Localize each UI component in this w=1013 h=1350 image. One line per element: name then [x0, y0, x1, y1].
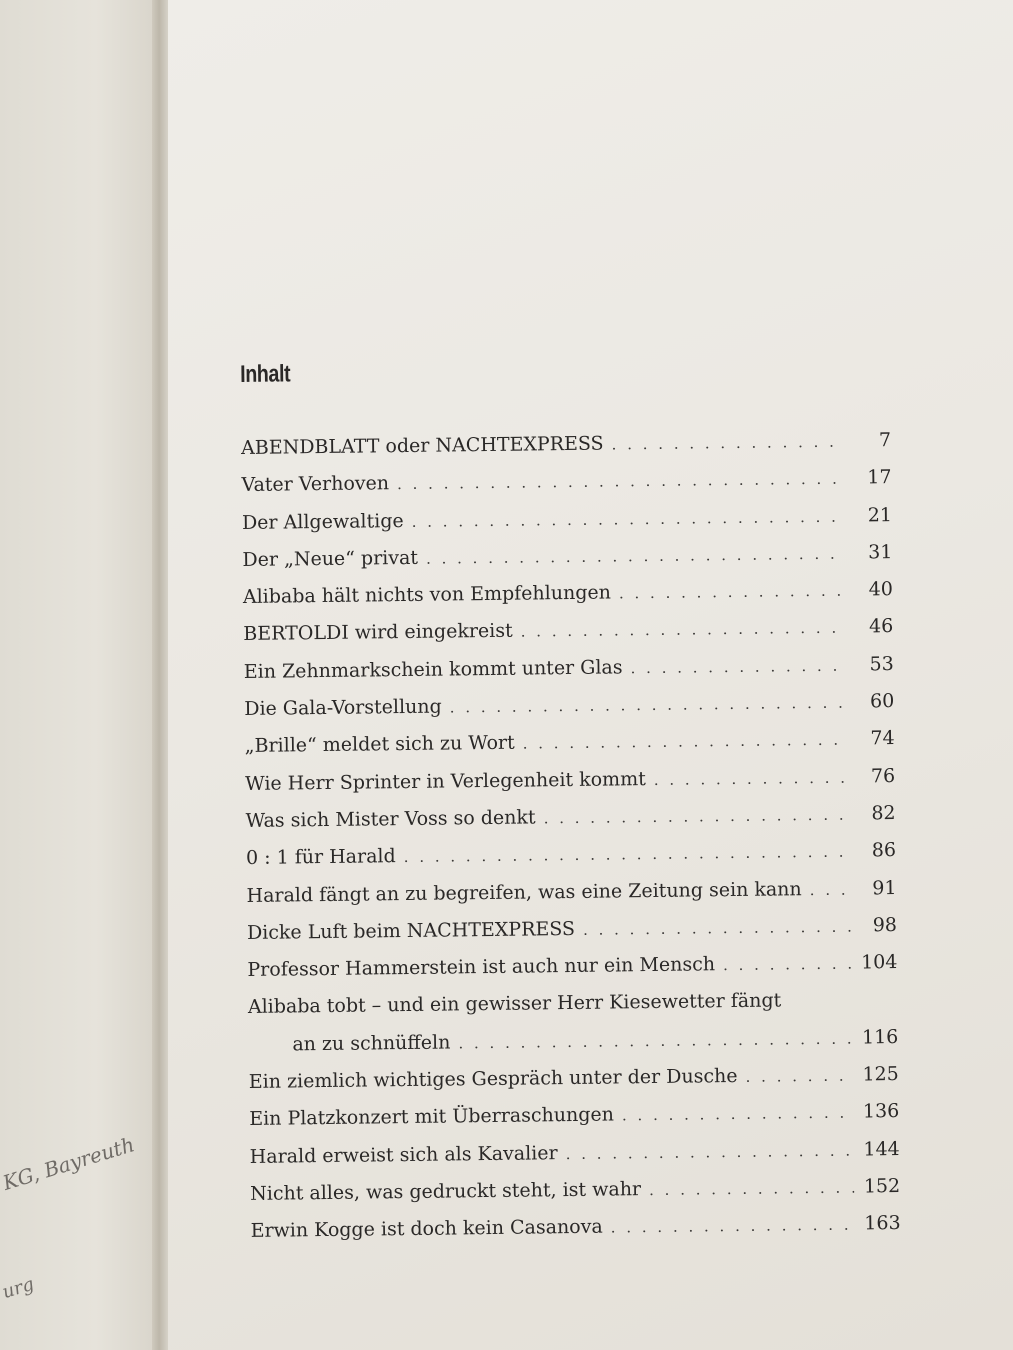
toc-entry-title: Erwin Kogge ist doch kein Casanova	[250, 1215, 603, 1243]
left-page-text-fragment: urg	[0, 1273, 37, 1304]
toc-entry-page: 74	[870, 727, 895, 750]
toc-entry	[245, 795, 895, 840]
toc-entry-title: Ein Platzkonzert mit Überraschungen	[249, 1103, 615, 1131]
toc-list	[241, 422, 901, 1250]
toc-entry	[245, 758, 895, 803]
toc-entry-title: ABENDBLATT oder NACHTEXPRESS	[240, 432, 604, 459]
toc-entry-page: 152	[863, 1174, 901, 1198]
toc-entry-page: 86	[871, 839, 897, 862]
toc-entry-continuation	[248, 1019, 898, 1064]
book-gutter	[152, 0, 168, 1350]
toc-entry-title: BERTOLDI wird eingekreist	[243, 620, 513, 646]
table-of-contents	[240, 352, 901, 1250]
toc-entry	[250, 1131, 900, 1176]
toc-leader-dots	[649, 1169, 855, 1209]
toc-entry-page: 21	[867, 503, 893, 526]
toc-entry-title: „Brille“ meldet sich zu Wort	[244, 732, 515, 758]
toc-leader-dots	[619, 573, 847, 613]
toc-entry-page: 7	[878, 429, 892, 452]
left-page	[0, 0, 160, 1350]
toc-leader-dots	[522, 722, 848, 763]
toc-entry	[243, 571, 893, 616]
toc-leader-dots	[411, 498, 846, 541]
toc-entry-title: Alibaba hält nichts von Empfehlungen	[242, 581, 612, 609]
toc-entry-page: 163	[864, 1212, 901, 1235]
toc-leader-dots	[654, 759, 850, 799]
toc-entry-title: Harald erweist sich als Kavalier	[249, 1141, 558, 1168]
toc-entry	[242, 497, 892, 542]
toc-leader-dots	[458, 1020, 852, 1062]
toc-entry-title-line2: an zu schnüffeln	[292, 1031, 451, 1056]
toc-entry-title: Der „Neue“ privat	[242, 546, 419, 571]
toc-entry	[241, 459, 891, 504]
toc-entry	[244, 646, 894, 691]
toc-entry	[249, 1056, 899, 1101]
toc-leader-dots	[565, 1132, 853, 1173]
toc-entry-page: 76	[870, 764, 896, 787]
toc-leader-dots	[520, 610, 847, 651]
toc-entry	[245, 720, 895, 765]
left-page-text-fragment: KG, Bayreuth	[0, 1132, 138, 1195]
toc-leader-dots	[450, 685, 849, 727]
toc-entry-page: 91	[872, 876, 897, 899]
toc-entry-title: Die Gala-Vorstellung	[244, 695, 442, 721]
toc-entry	[250, 1168, 900, 1213]
toc-entry	[246, 870, 896, 915]
toc-entry-page: 136	[862, 1100, 900, 1123]
toc-leader-dots	[745, 1058, 853, 1097]
toc-entry-page: 17	[867, 466, 892, 489]
toc-entry-page: 104	[861, 951, 898, 974]
toc-entry-page: 144	[863, 1137, 900, 1161]
toc-entry-page: 82	[871, 801, 896, 825]
toc-leader-dots	[397, 461, 846, 504]
toc-entry-title: Was sich Mister Voss so denkt	[245, 806, 536, 832]
toc-leader-dots	[426, 535, 847, 577]
toc-leader-dots	[809, 871, 850, 909]
toc-leader-dots	[543, 797, 849, 838]
toc-leader-dots	[583, 908, 851, 949]
toc-leader-dots	[723, 946, 852, 985]
toc-entry-title: Ein Zehnmarkschein kommt unter Glas	[243, 656, 623, 683]
toc-entry	[247, 907, 897, 952]
toc-entry-page: 40	[868, 578, 893, 601]
toc-entry	[243, 609, 893, 654]
toc-leader-dots	[611, 1207, 855, 1247]
toc-entry-page: 53	[869, 652, 894, 676]
toc-entry	[249, 1093, 899, 1138]
toc-entry-page: 98	[872, 913, 898, 937]
toc-entry-page: 60	[869, 690, 895, 713]
toc-entry-title: Professor Hammerstein ist auch nur ein Mensch	[247, 953, 716, 982]
toc-entry-title: Ein ziemlich wichtiges Gespräch unter der Dusche	[248, 1065, 738, 1093]
toc-entry-page: 46	[868, 615, 894, 638]
toc-entry	[248, 981, 899, 1064]
toc-entry	[250, 1205, 900, 1250]
toc-heading: Inhalt	[240, 360, 291, 388]
toc-entry	[242, 534, 892, 579]
toc-entry-title: Dicke Luft beim NACHTEXPRESS	[246, 917, 576, 944]
toc-entry-page: 125	[862, 1063, 899, 1086]
toc-entry-title: Harald fängt an zu begreifen, was eine Zeitung sein kann	[246, 877, 802, 907]
toc-entry-title: 0 : 1 für Harald	[245, 845, 396, 870]
toc-entry-title: Wie Herr Sprinter in Verlegenheit kommt	[245, 767, 646, 795]
toc-entry-title: Der Allgewaltige	[241, 509, 404, 534]
toc-entry-page: 116	[861, 1025, 899, 1049]
toc-entry-title: Vater Verhoven	[241, 472, 390, 497]
toc-entry-title: Nicht alles, was gedruckt steht, ist wahr	[250, 1178, 642, 1205]
toc-entry-title: Alibaba tobt – und ein gewisser Herr Kiesewetter fängt	[247, 989, 782, 1019]
toc-leader-dots	[611, 424, 845, 464]
toc-entry	[247, 944, 897, 989]
toc-entry	[244, 683, 894, 728]
toc-leader-dots	[622, 1095, 854, 1135]
toc-entry	[241, 422, 891, 467]
toc-leader-dots	[630, 647, 848, 687]
toc-entry-page: 31	[868, 540, 893, 564]
